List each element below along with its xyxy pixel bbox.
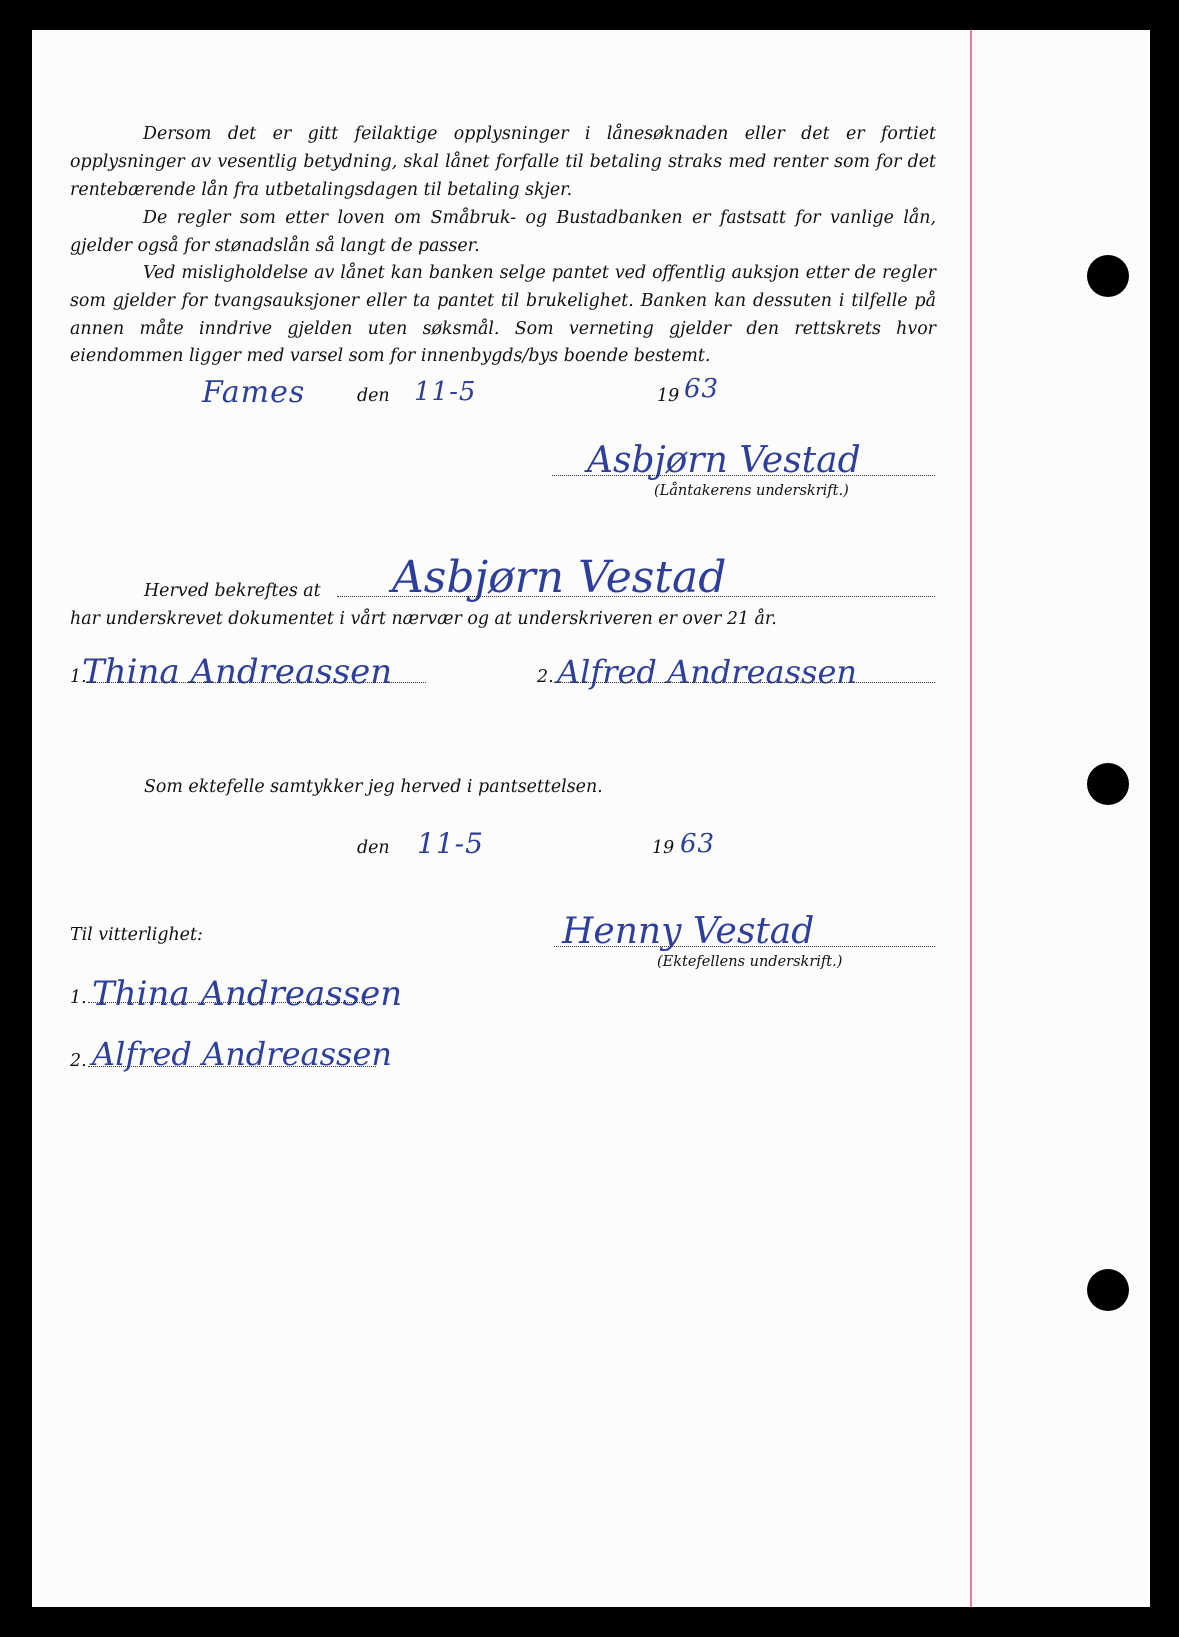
svg-text:Asbjørn Vestad: Asbjørn Vestad — [392, 552, 727, 603]
svg-text:Thina Andreassen: Thina Andreassen — [92, 974, 403, 1014]
punch-hole-1 — [1087, 255, 1129, 297]
spouse-date: 11-5 — [417, 827, 484, 860]
witness2-signature — [87, 1020, 427, 1080]
svg-text:Thina Andreassen: Thina Andreassen — [82, 652, 393, 692]
confirmation-witness2-signature — [552, 638, 902, 698]
spouse-signature-caption: (Ektefellens underskrift.) — [657, 954, 843, 970]
witnesses-label: Til vitterlighet: — [70, 925, 203, 945]
svg-text:Asbjørn Vestad: Asbjørn Vestad — [587, 440, 861, 481]
witness1-line — [88, 1002, 376, 1003]
confirmation-witness1-line — [86, 682, 426, 683]
confirmation-name-signature — [362, 540, 792, 610]
witness2-line — [88, 1066, 376, 1067]
borrower-place: Fames — [202, 375, 306, 410]
borrower-signature-line — [552, 475, 935, 476]
borrower-year-prefix: 19 — [657, 386, 680, 406]
confirmation-witness2-number: 2. — [537, 667, 554, 687]
confirmation-label: Herved bekreftes at — [144, 581, 321, 601]
borrower-year-suffix: 63 — [684, 374, 720, 404]
confirmation-name-line — [337, 596, 935, 597]
borrower-den-label: den — [357, 386, 390, 406]
witness1-number: 1. — [70, 988, 87, 1008]
paragraph-regulations: De regler som etter loven om Småbruk- og Bustadbanken er fastsatt for vanlige lån, gjelder også for stønadslån så langt de passer. — [70, 208, 936, 256]
spouse-consent-statement: Som ektefelle samtykker jeg herved i pantsettelsen. — [144, 777, 603, 797]
margin-line — [970, 30, 972, 1607]
paragraph-default: Ved misligholdelse av lånet kan banken selge pantet ved offentlig auksjon etter de regler som gjelder for tvangsauksjoner eller ta pantet til brukelighet. Banken kan dessuten i tilfelle på annen måte inndrive gjelden uten søksmål. Som verneting gjelder den rettskrets hvor eiendommen ligger med varsel som for innenbygds/bys boende bestemt. — [70, 263, 936, 367]
confirmation-statement: har underskrevet dokumentet i vårt nærvær og at underskriveren er over 21 år. — [70, 609, 777, 629]
spouse-den-label: den — [357, 838, 390, 858]
document-page — [32, 30, 1150, 1607]
spouse-year-prefix: 19 — [652, 838, 675, 858]
confirmation-witness1-number: 1. — [70, 667, 87, 687]
witness1-signature — [87, 960, 427, 1020]
svg-text:Alfred Andreassen: Alfred Andreassen — [92, 1035, 392, 1073]
svg-text:Henny Vestad: Henny Vestad — [562, 911, 815, 952]
punch-hole-3 — [1087, 1269, 1129, 1311]
svg-text:Alfred Andreassen: Alfred Andreassen — [557, 653, 857, 691]
paragraph-misinformation: Dersom det er gitt feilaktige opplysninger i lånesøknaden eller det er fortiet opplysninger av vesentlig betydning, skal lånet forfalle til betaling straks med renter som for det rentebærende lån fra utbetalingsdagen til betaling skjer. — [70, 124, 936, 200]
confirmation-witness1-signature — [77, 638, 417, 698]
spouse-year-suffix: 63 — [680, 829, 716, 859]
spouse-signature-line — [554, 946, 935, 947]
confirmation-witness2-line — [554, 682, 935, 683]
borrower-signature-caption: (Låntakerens underskrift.) — [654, 483, 849, 499]
spouse-signature — [557, 898, 927, 958]
punch-hole-2 — [1087, 763, 1129, 805]
borrower-date: 11-5 — [414, 377, 477, 407]
witness2-number: 2. — [70, 1051, 87, 1071]
